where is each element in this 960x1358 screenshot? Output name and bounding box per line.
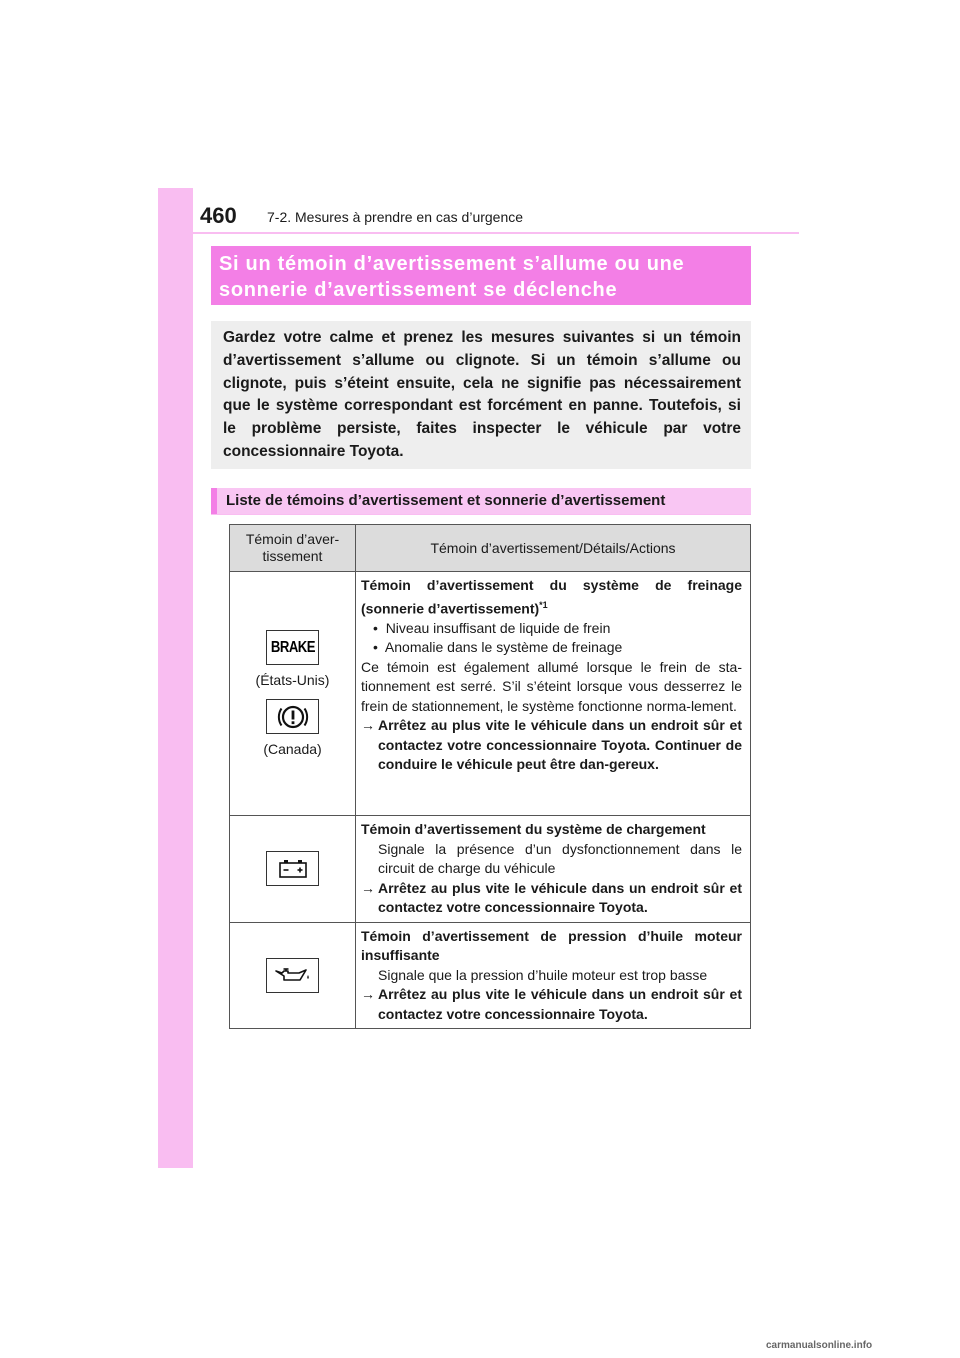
oil-can-icon: [266, 958, 319, 993]
warning-title: [361, 576, 742, 619]
details-cell: [356, 922, 751, 1029]
details-cell: [356, 816, 751, 923]
indicator-cell: [230, 816, 356, 923]
warning-body: Ce témoin est également allumé lorsque le frein de sta-tionnement est serré. S’il s’éteint lorsque vous desserrez le frein de stationnement, le système fonctionne norma-lement.: [361, 658, 742, 714]
region-label: (Canada): [263, 741, 322, 757]
details-cell: [356, 572, 751, 816]
table-header-row: [230, 525, 751, 572]
brake-label: BRAKE: [270, 638, 315, 656]
warning-title: Témoin d’avertissement du système de chargement: [361, 821, 706, 837]
list-item-text: Niveau insuffisant de liquide de frein: [385, 619, 611, 636]
intro-paragraph: Gardez votre calme et prenez les mesures suivantes si un témoin d’avertissement s’allume ou clignote. Si un témoin s’allume ou clignote, puis s’éteint ensuite, cela ne signifie pas nécessairement que le système correspondant est forcément en panne. Toutefois, si le problème persiste, faites inspecter le véhicule par votre concessionnaire Toyota.: [211, 321, 751, 469]
exclamation-circle-icon: [266, 699, 319, 734]
arrow-right-icon: →: [361, 717, 375, 734]
warning-title: Témoin d’avertissement de pression d’huile moteur insuffisante: [361, 927, 742, 963]
warning-detail: Signale que la pression d’huile moteur est trop basse: [378, 966, 708, 983]
table-row: [230, 572, 751, 816]
action-text: [361, 716, 742, 775]
indicator-cell: [230, 922, 356, 1029]
table-row: [230, 922, 751, 1029]
arrow-right-icon: →: [361, 986, 375, 1002]
bullet-glyph: •: [373, 619, 378, 636]
action-text: [361, 879, 742, 918]
brake-indicator-icon: [266, 630, 319, 665]
footer-watermark: carmanualsonline.info: [766, 1340, 873, 1351]
column-header-details: Témoin d’avertissement/Détails/Actions: [356, 525, 751, 572]
list-item: [361, 638, 742, 658]
list-item: [361, 619, 742, 639]
page-title-box: [211, 246, 751, 305]
indicator-cell: [230, 572, 356, 816]
bullet-glyph: •: [373, 639, 378, 656]
side-tab-strip: [158, 188, 193, 1168]
warning-detail: Signale la présence d’un dysfonctionnement dans le circuit de charge du véhicule: [378, 840, 742, 876]
page-title-line2: sonnerie d’avertissement se déclenche: [219, 279, 618, 301]
list-heading-rule: [211, 514, 751, 515]
list-heading: Liste de témoins d’avertissement et sonnerie d’avertissement: [211, 488, 751, 514]
arrow-right-icon: →: [361, 879, 375, 896]
warning-title-text: Témoin d’avertissement du système de freinage (sonnerie d’avertissement): [361, 577, 742, 617]
list-item-text: Anomalie dans le système de freinage: [384, 639, 623, 656]
action-text-body: Arrêtez au plus vite le véhicule dans un endroit sûr et contactez votre concessionnaire Toyota.: [378, 879, 742, 915]
action-text-body: Arrêtez au plus vite le véhicule dans un endroit sûr et contactez votre concessionnaire Toyota.: [378, 986, 742, 1022]
action-text: [361, 985, 742, 1024]
table-row: [230, 816, 751, 923]
battery-icon: [266, 851, 319, 886]
footnote-marker: *1: [539, 599, 548, 610]
column-header-indicator: Témoin d’aver-tissement: [230, 525, 356, 572]
page-number: 460: [200, 203, 237, 228]
page-title-line1: Si un témoin d’avertissement s’allume ou une: [219, 253, 685, 275]
region-label: (États-Unis): [255, 672, 330, 688]
header-rule: [193, 232, 799, 234]
section-title: 7-2. Mesures à prendre en cas d’urgence: [267, 209, 524, 225]
action-text-body: Arrêtez au plus vite le véhicule dans un endroit sûr et contactez votre concessionnaire Toyota. Continuer de conduire le véhicule peut être dan-gereux.: [378, 717, 742, 773]
warning-light-table: [229, 524, 751, 1029]
